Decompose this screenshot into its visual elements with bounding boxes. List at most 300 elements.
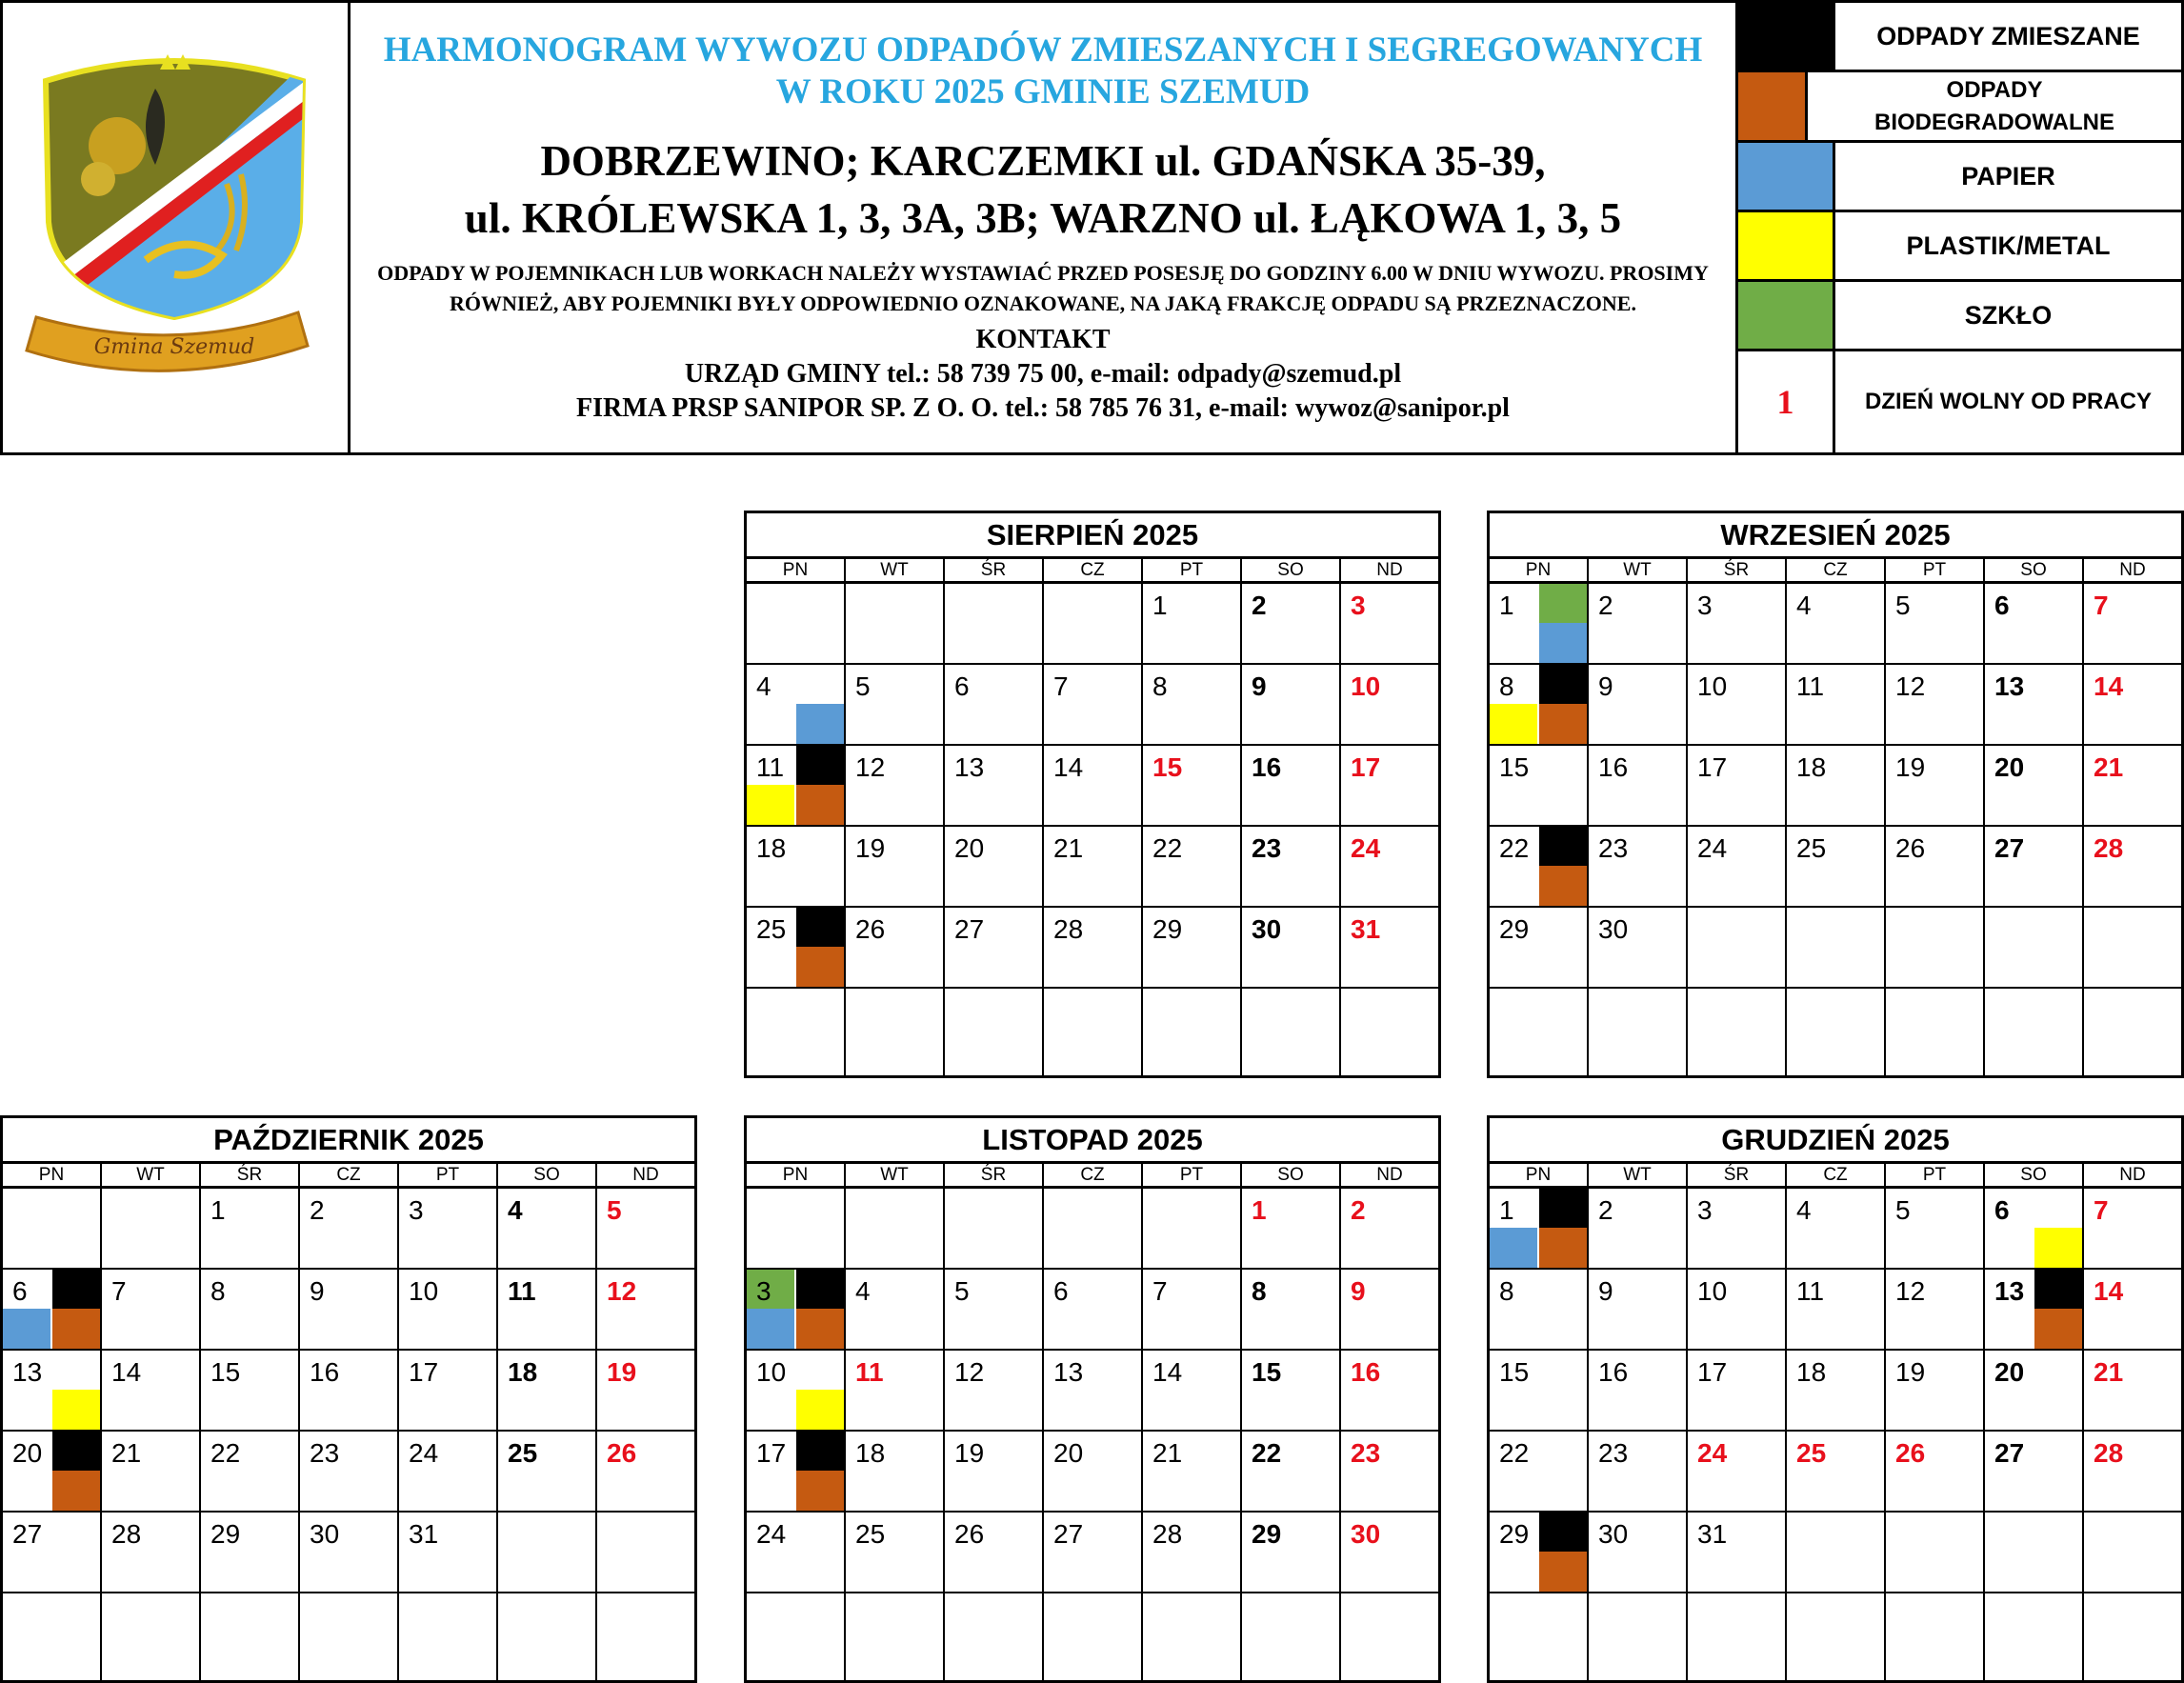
day-number: 11: [756, 752, 785, 782]
day-cell: [102, 1189, 201, 1270]
contact-heading: KONTAKT: [975, 325, 1111, 354]
day-cell: [945, 1432, 1044, 1513]
weekday-label: PN: [1490, 559, 1589, 581]
day-number: 9: [310, 1276, 325, 1306]
weekday-label: PN: [3, 1164, 102, 1186]
weekday-label: SO: [1242, 559, 1341, 581]
day-cell: [1589, 1189, 1688, 1270]
month-calendar: [1487, 1115, 2184, 1683]
day-cell: [1886, 1432, 1985, 1513]
day-cell: [846, 989, 945, 1075]
day-number: 11: [855, 1357, 884, 1387]
day-cell: [1787, 827, 1886, 908]
day-number: 3: [409, 1195, 424, 1225]
day-cell: [1985, 584, 2084, 665]
day-cell: [1589, 665, 1688, 746]
day-cell: [1985, 1351, 2084, 1432]
day-cell: [1143, 665, 1242, 746]
legend-row: [1738, 3, 2181, 72]
weekday-label: WT: [1589, 559, 1688, 581]
day-cell: [747, 1593, 846, 1680]
day-cell: [597, 1189, 694, 1270]
day-cell: [1985, 1513, 2084, 1593]
weekday-label: ŚR: [945, 559, 1044, 581]
day-number: 9: [1351, 1276, 1366, 1306]
header: [0, 0, 2184, 455]
day-cell: [2084, 908, 2181, 989]
day-cell: [846, 1513, 945, 1593]
day-number: 16: [1252, 752, 1282, 782]
day-number: 27: [1053, 1519, 1084, 1549]
day-number: 9: [1252, 671, 1267, 701]
day-cell: [1143, 908, 1242, 989]
day-number: 26: [1895, 833, 1926, 863]
pickup-black: [796, 1432, 844, 1472]
day-number: 12: [855, 752, 886, 782]
day-cell: [201, 1593, 300, 1680]
day-cell: [1985, 1593, 2084, 1680]
day-number: 25: [1796, 833, 1827, 863]
weekday-header: [3, 1164, 694, 1189]
pickup-black: [52, 1270, 100, 1310]
day-number: 28: [111, 1519, 142, 1549]
day-cell: [747, 827, 846, 908]
day-cell: [3, 1513, 102, 1593]
day-number: 22: [210, 1438, 241, 1468]
day-number: 19: [954, 1438, 985, 1468]
day-number: 19: [1895, 752, 1926, 782]
day-number: 10: [409, 1276, 439, 1306]
day-number: 23: [310, 1438, 340, 1468]
pickup-black: [2034, 1270, 2082, 1310]
day-cell: [2084, 989, 2181, 1075]
legend-label: ODPADY BIODEGRADOWALNE: [1874, 76, 2114, 135]
legend-swatch: [1738, 282, 1835, 349]
day-number: 7: [1053, 671, 1069, 701]
pickup-brown: [52, 1309, 100, 1349]
day-number: 5: [1895, 1195, 1911, 1225]
day-number: 10: [1697, 671, 1728, 701]
day-cell: [945, 827, 1044, 908]
day-cell: [1688, 989, 1787, 1075]
day-number: 1: [210, 1195, 226, 1225]
weekday-label: SO: [1985, 559, 2084, 581]
day-cell: [1242, 746, 1341, 827]
day-cell: [1341, 1593, 1438, 1680]
pickup-black: [1539, 1189, 1587, 1229]
day-cell: [1787, 746, 1886, 827]
day-cell: [597, 1270, 694, 1351]
day-cell: [1688, 908, 1787, 989]
day-cell: [1985, 989, 2084, 1075]
day-number: 23: [1598, 833, 1629, 863]
day-cell: [846, 1432, 945, 1513]
day-cell: [201, 1270, 300, 1351]
day-number: 7: [2094, 591, 2109, 620]
day-number: 13: [954, 752, 985, 782]
day-cell: [1490, 827, 1589, 908]
pickup-brown: [1539, 866, 1587, 906]
day-cell: [597, 1351, 694, 1432]
day-cell: [399, 1189, 498, 1270]
weekday-label: CZ: [1044, 559, 1143, 581]
day-cell: [1242, 584, 1341, 665]
day-cell: [1490, 908, 1589, 989]
weekday-label: ND: [2119, 1165, 2146, 1185]
month-title: SIERPIEŃ 2025: [747, 513, 1438, 559]
day-cell: [1242, 908, 1341, 989]
day-number: 2: [1252, 591, 1267, 620]
day-number: 24: [1697, 1438, 1728, 1468]
day-cell: [1242, 1432, 1341, 1513]
day-number: 29: [1499, 1519, 1530, 1549]
weekday-label: CZ: [1787, 559, 1886, 581]
day-cell: [399, 1270, 498, 1351]
day-number: 14: [1152, 1357, 1183, 1387]
month-title: PAŹDZIERNIK 2025: [3, 1118, 694, 1164]
day-cell: [1044, 1351, 1143, 1432]
legend-swatch: [1738, 212, 1835, 279]
day-cell: [201, 1513, 300, 1593]
pickup-brown: [2034, 1309, 2082, 1349]
day-cell: [1341, 665, 1438, 746]
day-cell: [1044, 1189, 1143, 1270]
day-cell: [3, 1270, 102, 1351]
day-number: 3: [1351, 591, 1366, 620]
day-cell: [300, 1270, 399, 1351]
day-cell: [1044, 584, 1143, 665]
day-number: 23: [1598, 1438, 1629, 1468]
day-cell: [1044, 827, 1143, 908]
day-cell: [747, 1513, 846, 1593]
logo-box: [0, 0, 351, 455]
day-cell: [1787, 1513, 1886, 1593]
weekday-label: PN: [747, 1164, 846, 1186]
day-cell: [1688, 1270, 1787, 1351]
weekday-header: [1490, 1164, 2181, 1189]
weekday-label: SO: [498, 1164, 597, 1186]
day-number: 13: [12, 1357, 43, 1387]
weekday-label: ND: [632, 1165, 659, 1185]
day-cell: [1341, 908, 1438, 989]
day-number: 27: [1994, 833, 2025, 863]
day-cell: [1886, 665, 1985, 746]
day-cell: [1985, 665, 2084, 746]
pickup-brown: [796, 947, 844, 987]
pickup-yellow: [52, 1390, 100, 1430]
day-cell: [3, 1432, 102, 1513]
month-calendar: [0, 1115, 697, 1683]
month-calendar: [744, 1115, 1441, 1683]
pickup-black: [1539, 1513, 1587, 1553]
day-number: 2: [1351, 1195, 1366, 1225]
day-number: 26: [1895, 1438, 1926, 1468]
day-cell: [201, 1189, 300, 1270]
day-cell: [1886, 746, 1985, 827]
day-cell: [1242, 665, 1341, 746]
month-title: WRZESIEŃ 2025: [1490, 513, 2181, 559]
day-number: 26: [855, 914, 886, 944]
legend-label: PLASTIK/METAL: [1906, 231, 2111, 260]
day-cell: [1242, 1513, 1341, 1593]
day-cell: [597, 1593, 694, 1680]
day-number: 2: [310, 1195, 325, 1225]
day-cell: [945, 1270, 1044, 1351]
schedule-title: HARMONOGRAM WYWOZU ODPADÓW ZMIESZANYCH I SEGREGOWANYCH W ROKU 2025 GMINIE SZEMUD: [383, 30, 1703, 111]
day-cell: [300, 1593, 399, 1680]
day-number: 20: [1994, 1357, 2025, 1387]
day-cell: [399, 1593, 498, 1680]
day-number: 3: [756, 1276, 771, 1306]
day-cell: [102, 1513, 201, 1593]
day-cell: [102, 1593, 201, 1680]
day-cell: [1985, 1432, 2084, 1513]
legend-row: [1738, 212, 2181, 282]
day-number: 6: [954, 671, 970, 701]
pickup-black: [796, 1270, 844, 1310]
day-number: 27: [954, 914, 985, 944]
day-number: 27: [12, 1519, 43, 1549]
weekday-label: ND: [1376, 560, 1403, 580]
day-cell: [1589, 908, 1688, 989]
day-cell: [945, 1189, 1044, 1270]
legend-swatch: 1: [1738, 351, 1835, 452]
day-number: 14: [2094, 1276, 2124, 1306]
day-number: 5: [954, 1276, 970, 1306]
weekday-label: WT: [102, 1164, 201, 1186]
day-cell: [1044, 1593, 1143, 1680]
day-cell: [747, 1270, 846, 1351]
day-cell: [1341, 1351, 1438, 1432]
day-cell: [1787, 1593, 1886, 1680]
contact-company: FIRMA PRSP SANIPOR SP. Z O. O. tel.: 58 785 76 31, e-mail: wywoz@sanipor.pl: [576, 393, 1510, 423]
legend-row: [1738, 72, 2181, 143]
day-cell: [201, 1351, 300, 1432]
day-cell: [1341, 1513, 1438, 1593]
weekday-label: PN: [1490, 1164, 1589, 1186]
day-cell: [1688, 827, 1787, 908]
day-cell: [1787, 1270, 1886, 1351]
weekday-header: [1490, 559, 2181, 584]
day-number: 29: [1152, 914, 1183, 944]
day-cell: [1886, 1593, 1985, 1680]
pickup-blue: [1539, 623, 1587, 663]
day-cell: [846, 827, 945, 908]
pickup-blue: [747, 1309, 794, 1349]
day-cell: [1341, 584, 1438, 665]
day-number: 28: [1152, 1519, 1183, 1549]
day-cell: [1985, 908, 2084, 989]
pickup-brown: [796, 1309, 844, 1349]
day-cell: [945, 746, 1044, 827]
day-cell: [1143, 746, 1242, 827]
day-number: 18: [1796, 752, 1827, 782]
day-cell: [1985, 1189, 2084, 1270]
day-cell: [300, 1513, 399, 1593]
weekday-label: SO: [1242, 1164, 1341, 1186]
day-cell: [1886, 908, 1985, 989]
day-cell: [747, 584, 846, 665]
day-cell: [1044, 908, 1143, 989]
day-cell: [2084, 665, 2181, 746]
day-number: 1: [1252, 1195, 1267, 1225]
day-cell: [1143, 1513, 1242, 1593]
day-cell: [945, 1593, 1044, 1680]
day-number: 10: [756, 1357, 787, 1387]
day-number: 8: [1252, 1276, 1267, 1306]
day-cell: [1589, 1513, 1688, 1593]
day-cell: [498, 1270, 597, 1351]
day-cell: [846, 746, 945, 827]
day-cell: [1787, 1351, 1886, 1432]
day-number: 30: [1351, 1519, 1381, 1549]
day-number: 28: [1053, 914, 1084, 944]
day-cell: [1044, 665, 1143, 746]
day-cell: [2084, 1593, 2181, 1680]
day-cell: [1143, 1593, 1242, 1680]
weekday-label: WT: [846, 1164, 945, 1186]
day-number: 22: [1252, 1438, 1282, 1468]
pickup-green: [1539, 584, 1587, 624]
day-number: 8: [1152, 671, 1168, 701]
month-title: LISTOPAD 2025: [747, 1118, 1438, 1164]
day-number: 5: [1895, 591, 1911, 620]
day-cell: [1589, 584, 1688, 665]
day-cell: [1886, 1189, 1985, 1270]
day-number: 13: [1994, 671, 2025, 701]
day-number: 29: [1499, 914, 1530, 944]
day-number: 16: [310, 1357, 340, 1387]
day-cell: [1490, 665, 1589, 746]
day-number: 26: [954, 1519, 985, 1549]
day-number: 19: [607, 1357, 637, 1387]
day-number: 25: [1796, 1438, 1827, 1468]
day-number: 8: [1499, 1276, 1514, 1306]
day-cell: [102, 1432, 201, 1513]
day-cell: [1044, 746, 1143, 827]
day-number: 8: [210, 1276, 226, 1306]
day-number: 3: [1697, 591, 1713, 620]
day-cell: [201, 1432, 300, 1513]
day-cell: [747, 746, 846, 827]
day-number: 30: [1598, 914, 1629, 944]
day-cell: [1490, 746, 1589, 827]
day-cell: [102, 1270, 201, 1351]
day-cell: [1242, 989, 1341, 1075]
day-cell: [846, 1189, 945, 1270]
day-number: 18: [855, 1438, 886, 1468]
day-cell: [1787, 1189, 1886, 1270]
day-cell: [2084, 1513, 2181, 1593]
pickup-brown: [796, 1471, 844, 1511]
day-number: 9: [1598, 671, 1613, 701]
day-number: 21: [2094, 752, 2124, 782]
legend: [1735, 0, 2184, 455]
day-cell: [1985, 827, 2084, 908]
pickup-blue: [3, 1309, 50, 1349]
legend-swatch: [1738, 143, 1835, 210]
day-number: 1: [1499, 1195, 1514, 1225]
day-cell: [498, 1189, 597, 1270]
day-number: 6: [1994, 591, 2010, 620]
pickup-black: [796, 746, 844, 786]
day-number: 31: [1351, 914, 1381, 944]
day-cell: [945, 665, 1044, 746]
day-cell: [846, 584, 945, 665]
day-cell: [1490, 1270, 1589, 1351]
day-cell: [945, 1351, 1044, 1432]
day-number: 15: [1152, 752, 1183, 782]
day-number: 19: [1895, 1357, 1926, 1387]
day-number: 24: [409, 1438, 439, 1468]
legend-swatch: [1738, 72, 1808, 140]
day-cell: [1341, 827, 1438, 908]
day-cell: [498, 1351, 597, 1432]
day-cell: [1044, 1270, 1143, 1351]
day-number: 12: [954, 1357, 985, 1387]
day-cell: [1143, 989, 1242, 1075]
day-cell: [1886, 989, 1985, 1075]
day-number: 7: [111, 1276, 127, 1306]
legend-row: [1738, 143, 2181, 212]
day-number: 21: [1053, 833, 1084, 863]
pickup-brown: [1539, 1552, 1587, 1592]
day-number: 17: [1697, 1357, 1728, 1387]
day-cell: [1242, 827, 1341, 908]
area-title: DOBRZEWINO; KARCZEMKI ul. GDAŃSKA 35-39, ul. KRÓLEWSKA 1, 3, 3A, 3B; WARZNO ul. ŁĄKOWA 1, 3, 5: [464, 137, 1622, 242]
day-number: 21: [2094, 1357, 2124, 1387]
day-cell: [1490, 1189, 1589, 1270]
day-number: 20: [1053, 1438, 1084, 1468]
day-number: 28: [2094, 833, 2124, 863]
day-cell: [747, 1432, 846, 1513]
weekday-label: CZ: [300, 1164, 399, 1186]
day-cell: [945, 1513, 1044, 1593]
day-number: 12: [607, 1276, 637, 1306]
day-cell: [2084, 1351, 2181, 1432]
day-cell: [1688, 1189, 1787, 1270]
day-number: 21: [111, 1438, 142, 1468]
day-cell: [300, 1351, 399, 1432]
day-cell: [498, 1593, 597, 1680]
day-number: 5: [607, 1195, 622, 1225]
day-number: 6: [1053, 1276, 1069, 1306]
month-calendar: [1487, 511, 2184, 1078]
day-number: 21: [1152, 1438, 1183, 1468]
day-cell: [846, 1351, 945, 1432]
day-cell: [1688, 746, 1787, 827]
day-cell: [846, 1270, 945, 1351]
day-number: 5: [855, 671, 871, 701]
day-number: 4: [855, 1276, 871, 1306]
pickup-yellow: [2034, 1228, 2082, 1268]
day-number: 25: [855, 1519, 886, 1549]
day-cell: [498, 1513, 597, 1593]
day-number: 18: [756, 833, 787, 863]
pickup-yellow: [1490, 704, 1537, 744]
day-cell: [1886, 584, 1985, 665]
day-number: 11: [1796, 1276, 1825, 1306]
day-cell: [1044, 1432, 1143, 1513]
day-number: 18: [508, 1357, 538, 1387]
pickup-black: [796, 908, 844, 948]
weekday-label: SO: [1985, 1164, 2084, 1186]
day-cell: [1242, 1593, 1341, 1680]
svg-text:Gmina Szemud: Gmina Szemud: [93, 335, 255, 359]
day-number: 3: [1697, 1195, 1713, 1225]
day-cell: [597, 1513, 694, 1593]
day-number: 24: [756, 1519, 787, 1549]
